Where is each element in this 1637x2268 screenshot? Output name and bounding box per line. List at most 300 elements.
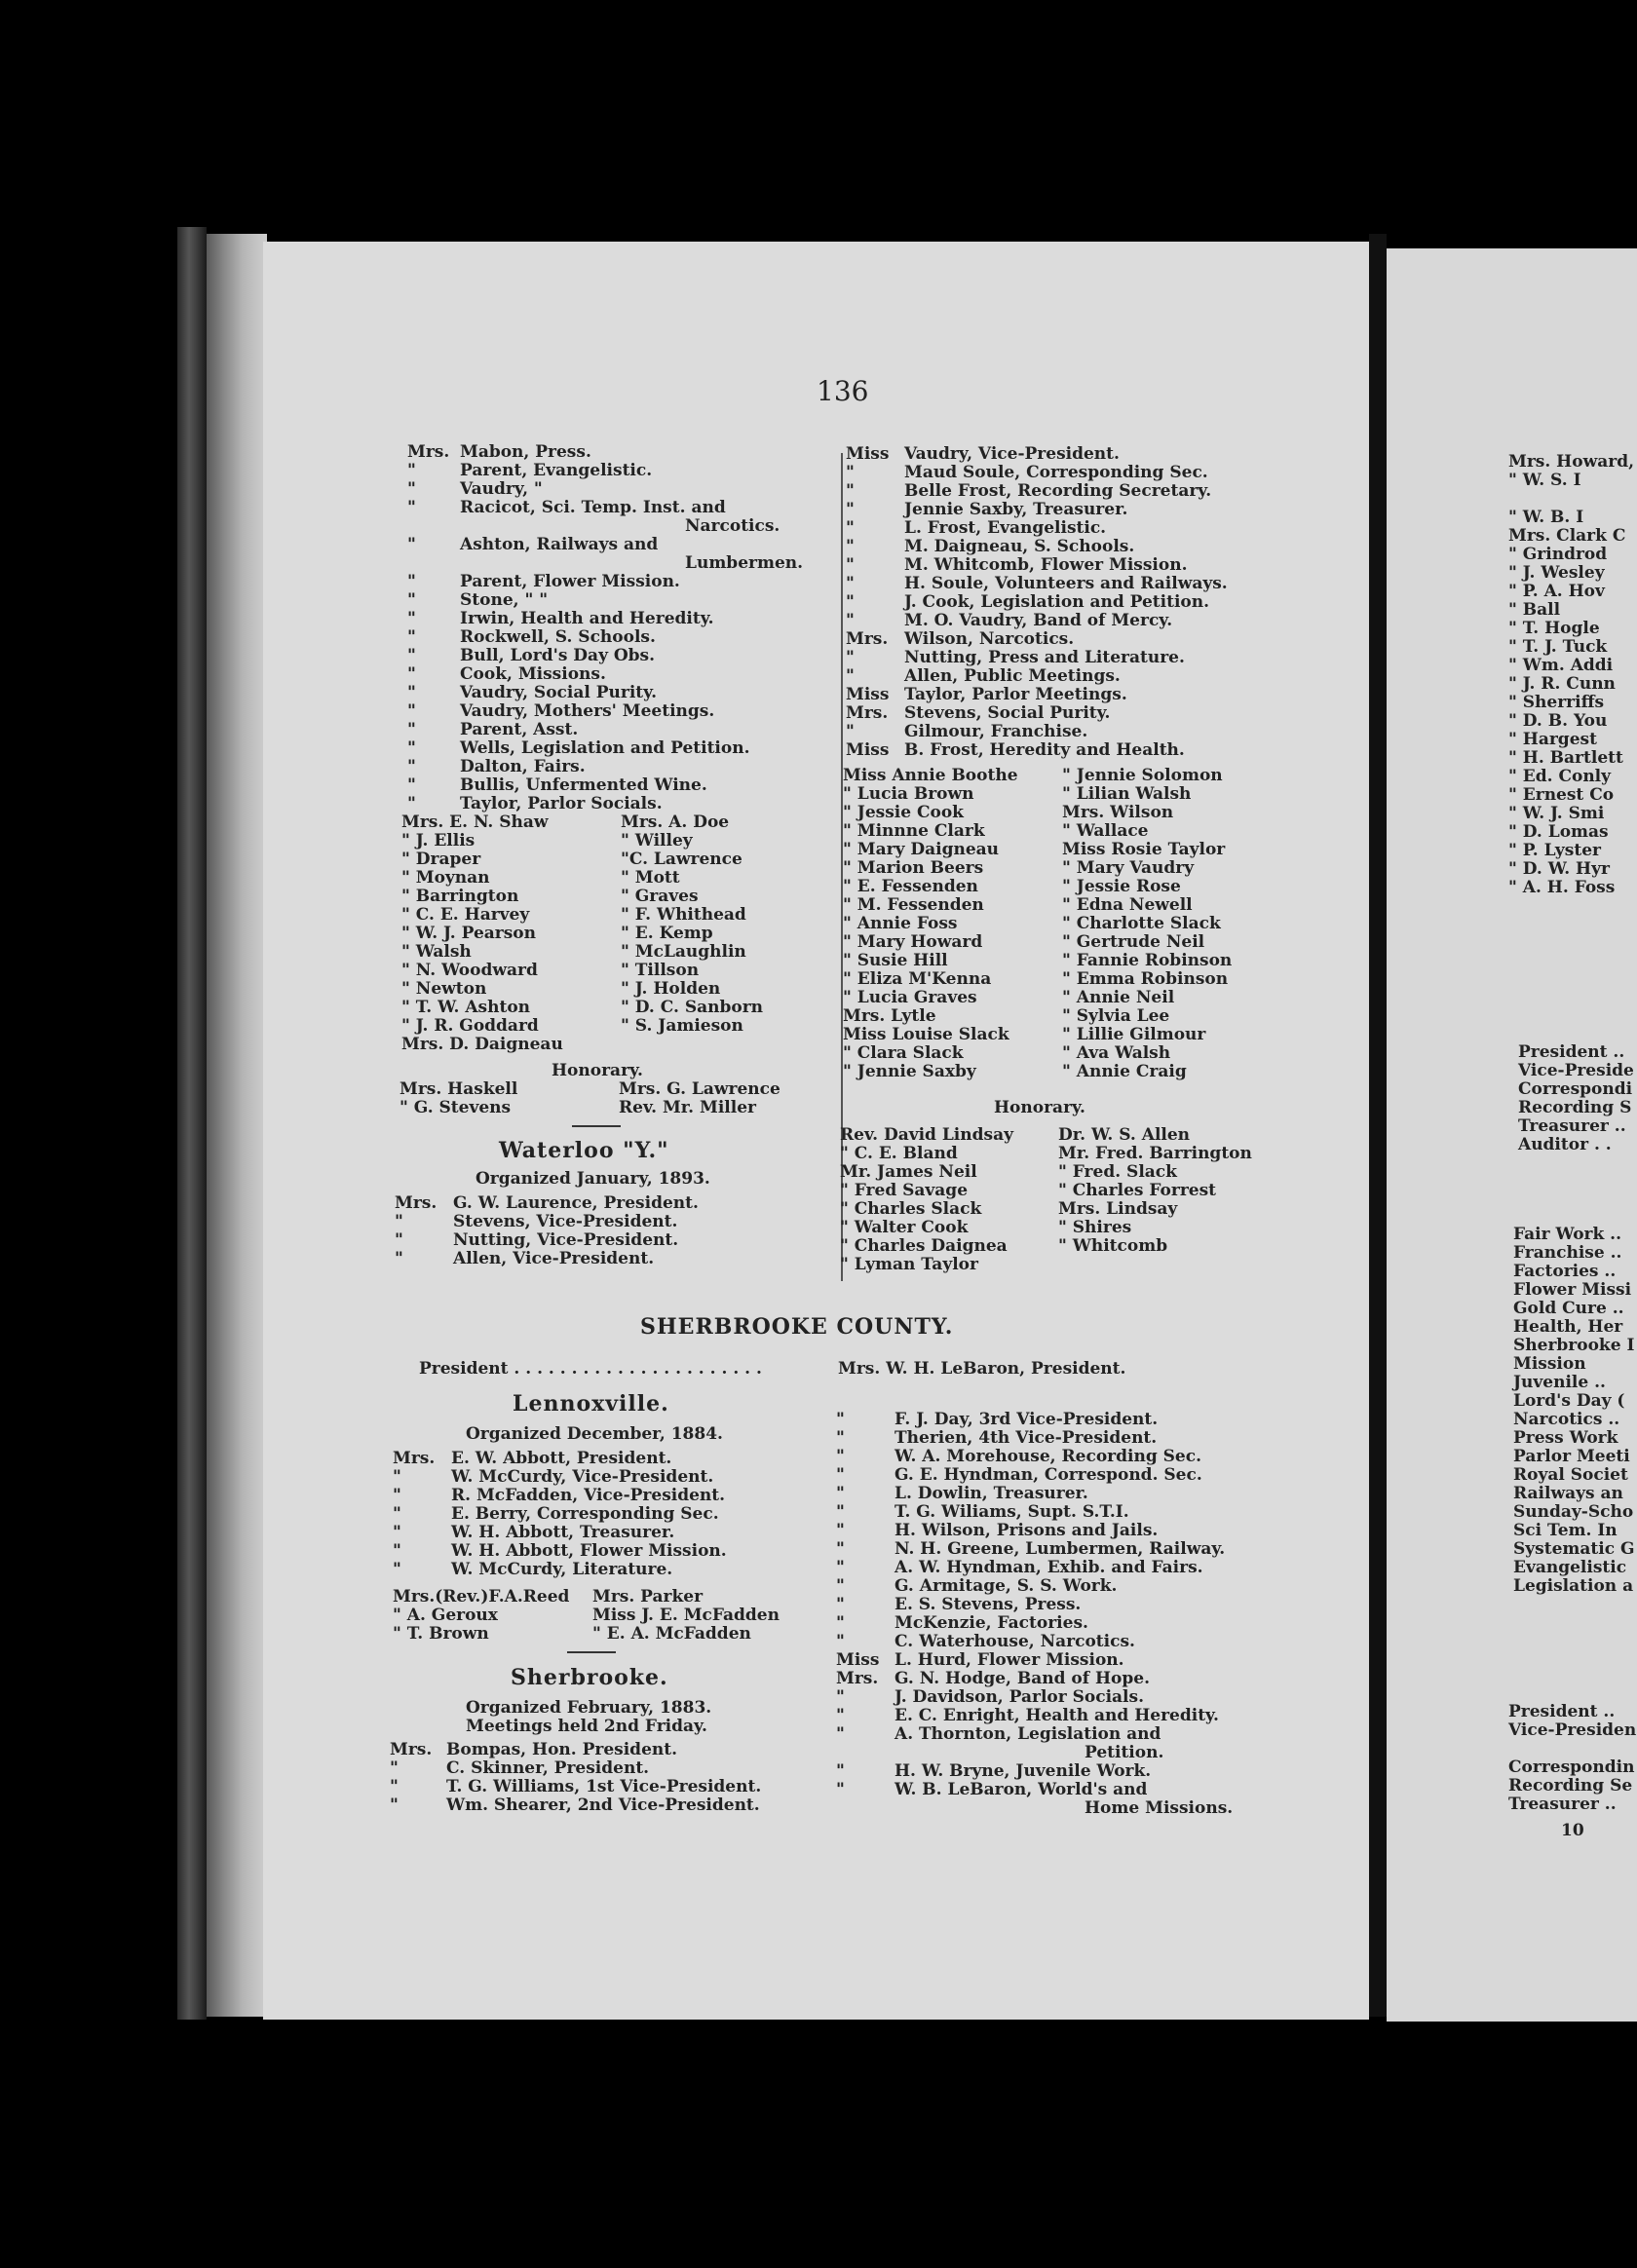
officer-row xyxy=(395,1250,823,1268)
officer-row-cell: A. W. Hyndman, Exhib. and Fairs. xyxy=(895,1558,1203,1577)
member-row-cell: " Ball xyxy=(1508,600,1561,620)
department-row-cell: Narcotics .. xyxy=(1513,1410,1620,1429)
officer-row-cell: J. Davidson, Parlor Socials. xyxy=(895,1687,1145,1707)
member-row-cell: " Lucia Graves xyxy=(843,988,977,1007)
officer-row-cell: " xyxy=(836,1410,845,1429)
officer-row-cell: " xyxy=(836,1521,845,1540)
officer-row-cell: " xyxy=(846,648,855,667)
member-row xyxy=(843,1007,1291,1026)
right-honorary-list xyxy=(840,1126,1298,1274)
member-row-cell: " C. E. Harvey xyxy=(401,905,530,925)
officer-row xyxy=(393,1468,821,1487)
officer-row-cell: " xyxy=(407,590,416,610)
officer-row-cell: Mrs. xyxy=(393,1449,436,1468)
member-row xyxy=(843,767,1291,785)
member-row-cell: " D. C. Sanborn xyxy=(621,998,764,1017)
officer-row xyxy=(836,1781,1294,1799)
officer-row xyxy=(846,445,1294,464)
officer-row-cell: " xyxy=(836,1761,845,1781)
honorary-row-cell: " Lyman Taylor xyxy=(840,1255,978,1274)
member-row-cell: Mrs. Howard, xyxy=(1508,452,1634,472)
member-row xyxy=(843,1063,1291,1081)
member-row xyxy=(401,1017,830,1036)
officer-row xyxy=(846,667,1294,686)
member-row-cell: "C. Lawrence xyxy=(621,850,742,869)
officer-row-cell: Allen, Vice-President. xyxy=(453,1249,655,1268)
department-row-cell: Juvenile .. xyxy=(1513,1373,1606,1392)
officer-row-cell: President .. xyxy=(1518,1042,1625,1062)
officer-row xyxy=(407,776,826,795)
honorary-row-cell: Mr. Fred. Barrington xyxy=(1058,1144,1252,1163)
officer-row-cell: Ashton, Railways and xyxy=(460,535,659,554)
officer-row-cell: Narcotics. xyxy=(685,516,780,536)
officer-row-cell: " xyxy=(407,794,416,813)
member-row-cell: " P. A. Hov xyxy=(1508,582,1605,601)
member-row-cell: " Susie Hill xyxy=(843,951,948,970)
officer-row xyxy=(1518,1136,1637,1154)
member-row xyxy=(843,841,1291,859)
page-number: 136 xyxy=(817,375,869,407)
officer-row-cell: L. Hurd, Flower Mission. xyxy=(895,1650,1124,1670)
department-row-cell: Evangelistic xyxy=(1513,1558,1627,1577)
member-row xyxy=(1508,509,1637,527)
member-row-cell: " Annie Foss xyxy=(843,914,958,933)
officer-row-cell: " xyxy=(836,1687,845,1707)
officer-row xyxy=(836,1577,1294,1596)
member-row-cell: " N. Woodward xyxy=(401,961,538,980)
officer-row xyxy=(407,554,826,573)
officer-row xyxy=(1508,1703,1637,1721)
officer-row xyxy=(846,649,1294,667)
honorary-row xyxy=(840,1145,1298,1163)
sherbrooke-officers-list xyxy=(390,1741,818,1815)
officer-row xyxy=(1518,1062,1637,1080)
member-row xyxy=(401,962,830,980)
officer-row-cell: " xyxy=(846,592,855,612)
officer-row-cell: " xyxy=(836,1724,845,1744)
member-row-cell: " Clara Slack xyxy=(843,1043,964,1063)
officer-row-cell: Mrs. xyxy=(846,629,889,649)
officer-row-cell: " xyxy=(393,1541,401,1561)
officer-row xyxy=(393,1542,821,1561)
officer-row xyxy=(407,628,826,647)
next-page-officers-list xyxy=(1518,1043,1637,1154)
member-row-cell: " Fannie Robinson xyxy=(1062,951,1233,970)
department-row-cell: Factories .. xyxy=(1513,1262,1617,1281)
officer-row xyxy=(390,1796,818,1815)
officer-row xyxy=(836,1688,1294,1707)
department-row-cell: Fair Work .. xyxy=(1513,1225,1622,1244)
officer-row-cell: " xyxy=(846,722,855,741)
officer-row-cell: M. O. Vaudry, Band of Mercy. xyxy=(904,611,1173,630)
officer-row xyxy=(836,1744,1294,1762)
member-row xyxy=(1508,879,1637,897)
member-row xyxy=(1508,860,1637,879)
department-row-cell: Sci Tem. In xyxy=(1513,1521,1618,1540)
right-members-list xyxy=(843,767,1291,1081)
officer-row xyxy=(846,723,1294,741)
officer-row-cell: Jennie Saxby, Treasurer. xyxy=(904,500,1128,519)
department-row xyxy=(1513,1522,1637,1540)
section-rule xyxy=(572,1125,621,1127)
member-row xyxy=(1508,453,1637,472)
officer-row-cell: Rockwell, S. Schools. xyxy=(460,627,656,647)
waterloo-officers-list xyxy=(395,1194,823,1268)
officer-row-cell: " xyxy=(407,498,416,517)
officer-row-cell: Therien, 4th Vice-President. xyxy=(895,1428,1158,1448)
member-row xyxy=(1508,768,1637,786)
honorary-row-cell: " Whitcomb xyxy=(1058,1236,1168,1256)
member-row-cell: Miss Annie Boothe xyxy=(843,766,1018,785)
member-row-cell: " M. Fessenden xyxy=(843,895,984,915)
member-row-cell: " J. Holden xyxy=(621,979,721,999)
officer-row-cell: Correspondin xyxy=(1508,1758,1635,1777)
officer-row-cell: Gilmour, Franchise. xyxy=(904,722,1088,741)
member-row-cell: Mrs. Wilson xyxy=(1062,803,1174,822)
member-row xyxy=(401,906,830,925)
officer-row-cell: W. McCurdy, Literature. xyxy=(451,1560,673,1579)
officer-row xyxy=(846,519,1294,538)
member-row xyxy=(843,804,1291,822)
honorary-row-cell: " G. Stevens xyxy=(400,1098,512,1117)
member-row xyxy=(1508,601,1637,620)
officer-row-cell: Miss xyxy=(846,740,890,760)
member-row xyxy=(843,859,1291,878)
member-row xyxy=(843,1044,1291,1063)
honorary-row xyxy=(400,1099,828,1117)
member-row xyxy=(1508,805,1637,823)
officer-row xyxy=(846,538,1294,556)
officer-row xyxy=(836,1799,1294,1818)
next-page-officers-list-2 xyxy=(1508,1703,1637,1814)
member-row xyxy=(401,869,830,888)
member-row xyxy=(1508,546,1637,564)
officer-row-cell: E. C. Enright, Health and Heredity. xyxy=(895,1706,1219,1725)
officer-row xyxy=(1508,1758,1637,1777)
officer-row-cell: " xyxy=(407,461,416,480)
member-row-cell: " Mary Howard xyxy=(843,932,983,952)
member-row xyxy=(843,952,1291,970)
member-row-cell: " T. W. Ashton xyxy=(401,998,531,1017)
member-row-cell: " T. Brown xyxy=(393,1624,489,1644)
officer-row-cell: Dalton, Fairs. xyxy=(460,757,586,776)
officer-row-cell: " xyxy=(836,1484,845,1503)
department-row xyxy=(1513,1466,1637,1485)
officer-row-cell: " xyxy=(836,1706,845,1725)
member-row-cell: " J. Ellis xyxy=(401,831,476,850)
member-row-cell: " Ava Walsh xyxy=(1062,1043,1171,1063)
officer-row xyxy=(1518,1080,1637,1099)
member-row-cell: " W. J. Smi xyxy=(1508,804,1605,823)
officer-row-cell: Correspondi xyxy=(1518,1079,1633,1099)
department-row-cell: Sunday-Scho xyxy=(1513,1502,1634,1522)
member-row-cell: " Newton xyxy=(401,979,487,999)
member-row-cell: " A. H. Foss xyxy=(1508,878,1616,897)
officer-row-cell: McKenzie, Factories. xyxy=(895,1613,1088,1633)
honorary-row xyxy=(400,1080,828,1099)
department-row xyxy=(1513,1448,1637,1466)
officer-row-cell: M. Whitcomb, Flower Mission. xyxy=(904,555,1188,575)
member-row-cell: Miss Rosie Taylor xyxy=(1062,840,1226,859)
officer-row-cell: " xyxy=(395,1230,403,1250)
officer-row-cell: " xyxy=(407,572,416,591)
member-row-cell: " Walsh xyxy=(401,942,472,962)
member-row xyxy=(1508,842,1637,860)
honorary-row-cell: Mr. James Neil xyxy=(840,1162,977,1182)
county-president-value: Mrs. W. H. LeBaron, President. xyxy=(838,1359,1126,1379)
officer-row-cell: " xyxy=(407,683,416,702)
member-row xyxy=(1508,490,1637,509)
officer-row-cell: " xyxy=(393,1486,401,1505)
officer-row xyxy=(407,684,826,702)
officer-row-cell: " xyxy=(836,1613,845,1633)
officer-row-cell: " xyxy=(836,1595,845,1614)
member-row-cell: " A. Geroux xyxy=(393,1606,498,1625)
officer-row-cell: Allen, Public Meetings. xyxy=(904,666,1121,686)
officer-row-cell: Mrs. xyxy=(395,1193,438,1213)
officer-row xyxy=(407,480,826,499)
officer-row-cell: " xyxy=(407,720,416,739)
member-row-cell: " Mary Daigneau xyxy=(843,840,1000,859)
right-honorary-label: Honorary. xyxy=(994,1098,1085,1117)
honorary-row-cell: " Charles Forrest xyxy=(1058,1181,1217,1200)
officer-row xyxy=(836,1429,1294,1448)
officer-row xyxy=(393,1524,821,1542)
member-row-cell: " Wallace xyxy=(1062,821,1149,841)
member-row-cell: " Moynan xyxy=(401,868,490,888)
honorary-row-cell: Dr. W. S. Allen xyxy=(1058,1125,1191,1145)
officer-row xyxy=(836,1762,1294,1781)
officer-row-cell: Mrs. xyxy=(407,442,450,462)
officer-row xyxy=(836,1670,1294,1688)
member-row-cell: " Gertrude Neil xyxy=(1062,932,1205,952)
officer-row-cell: G. W. Laurence, President. xyxy=(453,1193,699,1213)
member-row-cell: " D. W. Hyr xyxy=(1508,859,1610,879)
member-row xyxy=(1508,786,1637,805)
next-page-number: 10 xyxy=(1561,1821,1584,1840)
officer-row xyxy=(836,1485,1294,1503)
member-row xyxy=(843,822,1291,841)
department-row xyxy=(1513,1300,1637,1318)
officer-row-cell: " xyxy=(846,611,855,630)
officer-row xyxy=(846,464,1294,482)
officer-row-cell: Parent, Evangelistic. xyxy=(460,461,653,480)
officer-row xyxy=(846,612,1294,630)
officer-row-cell: Parent, Flower Mission. xyxy=(460,572,680,591)
department-row xyxy=(1513,1374,1637,1392)
officer-row-cell: F. J. Day, 3rd Vice-President. xyxy=(895,1410,1159,1429)
member-row xyxy=(1508,657,1637,675)
member-row-cell: Mrs. Parker xyxy=(592,1587,704,1606)
officer-row-cell: Lumbermen. xyxy=(685,553,804,573)
officer-row-cell: " xyxy=(395,1212,403,1231)
member-row-cell: " Tillson xyxy=(621,961,700,980)
officer-row-cell: " xyxy=(393,1560,401,1579)
officer-row-cell: Parent, Asst. xyxy=(460,720,579,739)
officer-row xyxy=(836,1466,1294,1485)
honorary-row-cell: " C. E. Bland xyxy=(840,1144,958,1163)
officer-row xyxy=(407,610,826,628)
member-row-cell: " H. Bartlett xyxy=(1508,748,1623,768)
department-row-cell: Flower Missi xyxy=(1513,1280,1632,1300)
officer-row xyxy=(390,1759,818,1778)
member-row xyxy=(393,1606,831,1625)
department-row-cell: Gold Cure .. xyxy=(1513,1299,1624,1318)
officer-row-cell: Stone, " " xyxy=(460,590,549,610)
member-row-cell: " J. R. Goddard xyxy=(401,1016,539,1036)
member-row-cell: " D. B. You xyxy=(1508,711,1608,731)
officer-row-cell: " xyxy=(393,1467,401,1487)
member-row-cell: " Hargest xyxy=(1508,730,1597,749)
honorary-row xyxy=(840,1256,1298,1274)
officer-row-cell: Recording S xyxy=(1518,1098,1632,1117)
department-row-cell: Health, Her xyxy=(1513,1317,1623,1337)
honorary-row-cell: " Fred. Slack xyxy=(1058,1162,1177,1182)
department-row-cell: Press Work xyxy=(1513,1428,1618,1448)
honorary-row-cell: Mrs. Lindsay xyxy=(1058,1199,1178,1219)
honorary-row-cell: Rev. David Lindsay xyxy=(840,1125,1013,1145)
member-row-cell: " T. J. Tuck xyxy=(1508,637,1608,657)
officer-row-cell: President .. xyxy=(1508,1702,1616,1721)
officer-row-cell: " xyxy=(846,555,855,575)
officer-row-cell: Racicot, Sci. Temp. Inst. and xyxy=(460,498,726,517)
member-row xyxy=(1508,583,1637,601)
officer-row xyxy=(1518,1043,1637,1062)
member-row-cell: Mrs. D. Daigneau xyxy=(401,1035,563,1054)
member-row xyxy=(843,933,1291,952)
honorary-row xyxy=(840,1163,1298,1182)
officer-row-cell: Home Missions. xyxy=(1085,1798,1234,1818)
department-row xyxy=(1513,1337,1637,1355)
department-row-cell: Royal Societ xyxy=(1513,1465,1628,1485)
member-row-cell: " E. A. McFadden xyxy=(592,1624,751,1644)
department-row xyxy=(1513,1577,1637,1596)
section-rule xyxy=(567,1651,616,1653)
officer-row-cell: " xyxy=(846,463,855,482)
officer-row xyxy=(390,1778,818,1796)
member-row-cell: " Jennie Solomon xyxy=(1062,766,1223,785)
member-row-cell: " F. Whithead xyxy=(621,905,746,925)
officer-row-cell: " xyxy=(846,574,855,593)
honorary-row xyxy=(840,1126,1298,1145)
officer-row xyxy=(836,1725,1294,1744)
officer-row xyxy=(393,1487,821,1505)
left-honorary-list xyxy=(400,1080,828,1117)
officer-row-cell: Wilson, Narcotics. xyxy=(904,629,1075,649)
member-row-cell: " Sherriffs xyxy=(1508,693,1605,712)
officer-row xyxy=(407,573,826,591)
member-row xyxy=(843,878,1291,896)
member-row-cell: " Willey xyxy=(621,831,693,850)
officer-row xyxy=(1518,1099,1637,1117)
officer-row-cell: " xyxy=(846,666,855,686)
department-row-cell: Lord's Day ( xyxy=(1513,1391,1625,1411)
member-row xyxy=(1508,620,1637,638)
department-row-cell: Legislation a xyxy=(1513,1576,1634,1596)
officer-row-cell: W. A. Morehouse, Recording Sec. xyxy=(895,1447,1201,1466)
next-page-members-list xyxy=(1508,453,1637,897)
member-row-cell: " E. Fessenden xyxy=(843,877,978,896)
member-row xyxy=(1508,675,1637,694)
honorary-row xyxy=(840,1237,1298,1256)
officer-row xyxy=(836,1448,1294,1466)
member-row xyxy=(1508,712,1637,731)
officer-row-cell: W. H. Abbott, Treasurer. xyxy=(451,1523,675,1542)
officer-row xyxy=(407,647,826,665)
officer-row-cell: C. Waterhouse, Narcotics. xyxy=(895,1632,1135,1651)
member-row-cell: " Lucia Brown xyxy=(843,784,974,804)
right-officers-list xyxy=(846,445,1294,760)
officer-row-cell: " xyxy=(836,1447,845,1466)
member-row-cell: " Edna Newell xyxy=(1062,895,1193,915)
member-row-cell: " Eliza M'Kenna xyxy=(843,969,992,989)
officer-row xyxy=(1508,1796,1637,1814)
officer-row-cell: Miss xyxy=(836,1650,880,1670)
member-row-cell: " Mott xyxy=(621,868,680,888)
member-row-cell: " W. J. Pearson xyxy=(401,924,537,943)
officer-row-cell: " xyxy=(393,1504,401,1524)
officer-row xyxy=(836,1633,1294,1651)
officer-row-cell: Mrs. xyxy=(390,1740,433,1759)
officer-row-cell: J. Cook, Legislation and Petition. xyxy=(904,592,1210,612)
member-row xyxy=(401,832,830,850)
officer-row-cell: " xyxy=(836,1632,845,1651)
member-row-cell: " Draper xyxy=(401,850,481,869)
officer-row-cell: " xyxy=(836,1539,845,1559)
member-row xyxy=(393,1588,831,1606)
officer-row-cell: H. Wilson, Prisons and Jails. xyxy=(895,1521,1159,1540)
department-row xyxy=(1513,1392,1637,1411)
officer-row-cell: " xyxy=(846,518,855,538)
officer-row-cell: T. G. Wiliams, Supt. S.T.I. xyxy=(895,1502,1129,1522)
member-row-cell: " W. S. I xyxy=(1508,471,1581,490)
officer-row-cell: " xyxy=(836,1576,845,1596)
officer-row-cell: L. Frost, Evangelistic. xyxy=(904,518,1107,538)
lennoxville-officers-list xyxy=(393,1450,821,1579)
member-row xyxy=(1508,823,1637,842)
department-row xyxy=(1513,1540,1637,1559)
officer-row-cell: Bullis, Unfermented Wine. xyxy=(460,775,707,795)
department-row-cell: Parlor Meeti xyxy=(1513,1447,1630,1466)
member-row-cell: " Mary Vaudry xyxy=(1062,858,1195,878)
officer-row xyxy=(836,1411,1294,1429)
officer-row-cell: " xyxy=(407,775,416,795)
officer-row-cell: Miss xyxy=(846,685,890,704)
officer-row-cell: Vaudry, Mothers' Meetings. xyxy=(460,701,715,721)
officer-row-cell: C. Skinner, President. xyxy=(446,1758,650,1778)
officer-row-cell: Vaudry, " xyxy=(460,479,543,499)
member-row xyxy=(1508,527,1637,546)
department-row-cell: Mission xyxy=(1513,1354,1586,1374)
officer-row-cell: N. H. Greene, Lumbermen, Railway. xyxy=(895,1539,1226,1559)
officer-row xyxy=(407,499,826,517)
honorary-row-cell: " Fred Savage xyxy=(840,1181,969,1200)
officer-row-cell: Wm. Shearer, 2nd Vice-President. xyxy=(446,1796,760,1815)
officer-row xyxy=(836,1503,1294,1522)
officer-row-cell: " xyxy=(407,738,416,758)
member-row xyxy=(401,1036,830,1054)
member-row-cell: " P. Lyster xyxy=(1508,841,1602,860)
officer-row-cell: Maud Soule, Corresponding Sec. xyxy=(904,463,1208,482)
member-row xyxy=(1508,472,1637,490)
member-row-cell: " J. Wesley xyxy=(1508,563,1605,583)
member-row-cell: Mrs. Lytle xyxy=(843,1006,936,1026)
member-row xyxy=(843,970,1291,989)
honorary-row xyxy=(840,1200,1298,1219)
officer-row xyxy=(846,482,1294,501)
member-row-cell: " D. Lomas xyxy=(1508,822,1609,842)
officer-row xyxy=(1508,1740,1637,1758)
